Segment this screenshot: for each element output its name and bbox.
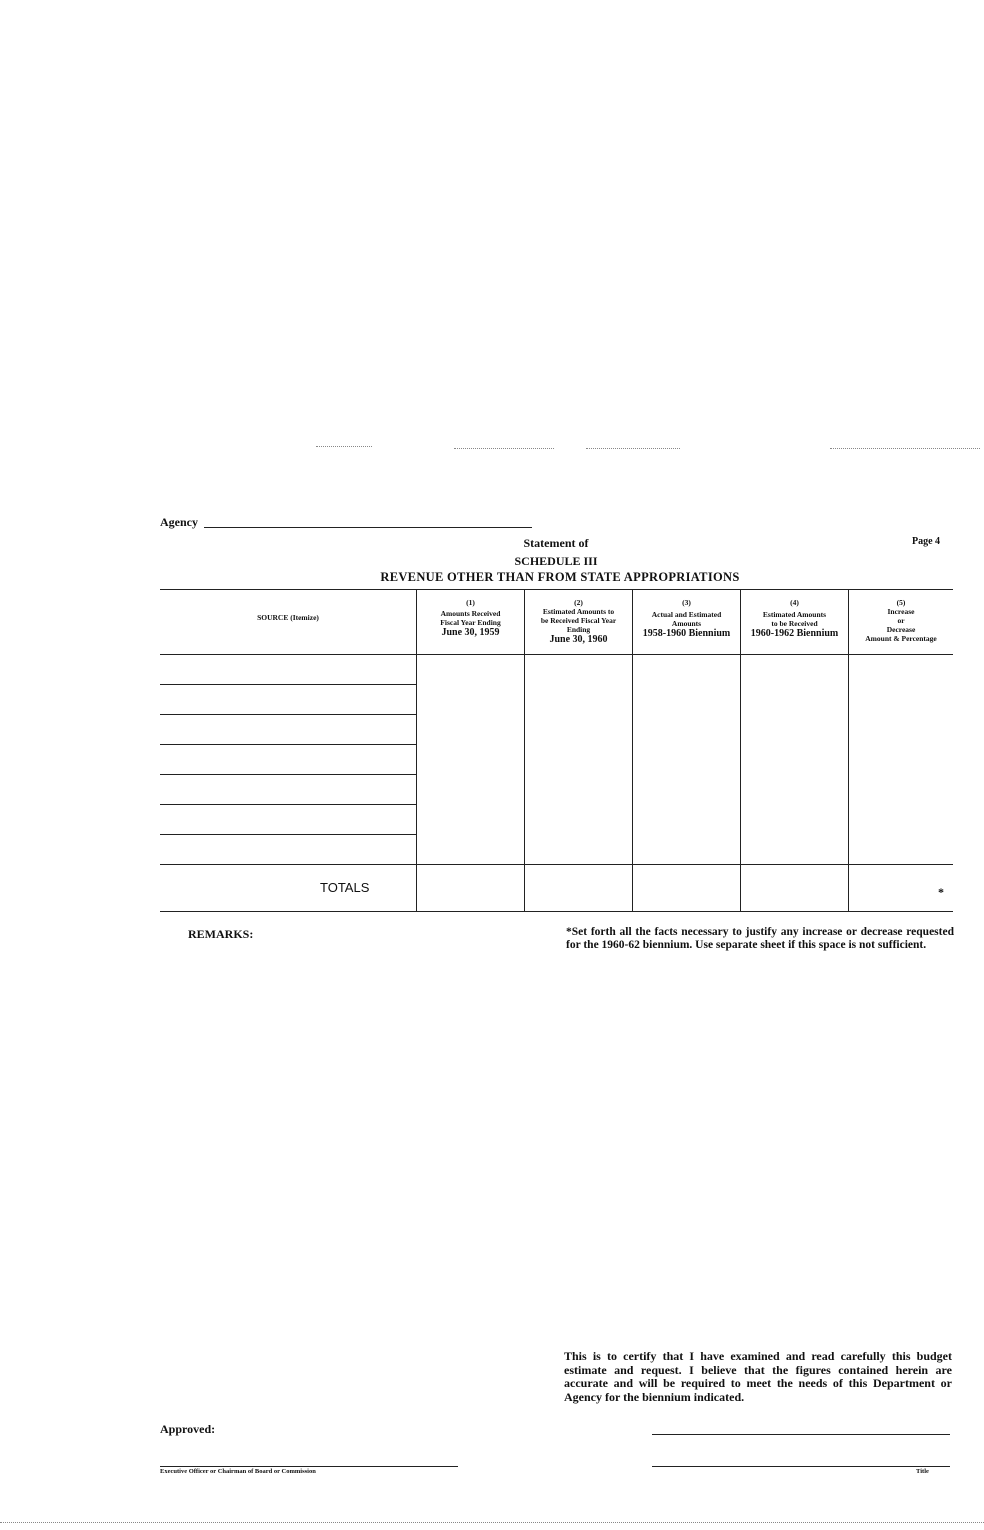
column-header-line: or xyxy=(897,616,905,625)
column-header-line: Increase xyxy=(887,607,915,616)
certification-text: This is to certify that I have examined and read carefully this budget estimate and request. I believe that the figures contained herein are accurate and will be required to meet the needs of this Department or Agency for the biennium indicated. xyxy=(564,1349,952,1404)
source-row-line xyxy=(160,714,416,715)
source-row-line xyxy=(160,684,416,685)
source-row-line xyxy=(160,804,416,805)
table-header-rule xyxy=(160,654,953,655)
source-row-line xyxy=(160,834,416,835)
column-number: (5) xyxy=(896,598,906,607)
statement-of: Statement of xyxy=(523,536,589,550)
agency-label: Agency xyxy=(160,515,198,529)
column-header-line: Fiscal Year Ending xyxy=(440,618,501,627)
column-header-line: to be Received xyxy=(771,619,818,628)
column-header-date: 1960-1962 Biennium xyxy=(750,628,839,639)
column-header-line: Amounts xyxy=(671,619,702,628)
totals-label: TOTALS xyxy=(320,880,370,895)
scan-mark xyxy=(830,448,980,449)
table-totals-rule xyxy=(160,864,953,865)
title-line xyxy=(652,1466,950,1467)
source-row-line xyxy=(160,774,416,775)
page-title: REVENUE OTHER THAN FROM STATE APPROPRIATIONS xyxy=(380,570,740,584)
column-number: (3) xyxy=(682,598,691,607)
column-header-line: Estimated Amounts xyxy=(762,610,827,619)
column-header-line: be Received Fiscal Year xyxy=(540,616,617,625)
title-label: Title xyxy=(916,1468,929,1475)
table-top-rule xyxy=(160,589,953,590)
schedule-title: SCHEDULE III xyxy=(514,554,598,568)
column-header-line: Estimated Amounts to xyxy=(542,607,615,616)
page-number: Page 4 xyxy=(912,536,941,547)
column-header-line: Actual and Estimated xyxy=(651,610,722,619)
column-header-date: June 30, 1959 xyxy=(441,627,500,638)
column-header-date: 1958-1960 Biennium xyxy=(642,628,731,639)
column-header-3 xyxy=(633,598,740,639)
scan-mark xyxy=(586,448,680,449)
totals-asterisk: * xyxy=(938,885,944,899)
column-number: (4) xyxy=(790,598,799,607)
column-header-date: June 30, 1960 xyxy=(549,634,608,645)
source-row-line xyxy=(160,744,416,745)
agency-line xyxy=(204,527,532,528)
scan-bottom-edge xyxy=(0,1522,984,1523)
column-header-4 xyxy=(741,598,848,639)
executive-label: Executive Officer or Chairman of Board or Commission xyxy=(160,1468,316,1475)
column-header-5 xyxy=(849,598,953,643)
remarks-label: REMARKS: xyxy=(188,927,254,941)
approved-signature-line xyxy=(160,1466,458,1467)
source-header: SOURCE (Itemize) xyxy=(257,613,319,622)
column-number: (1) xyxy=(466,598,475,607)
column-header-line: Amount & Percentage xyxy=(865,634,937,643)
column-header-line: Amounts Received xyxy=(440,609,501,618)
column-header-line: Decrease xyxy=(886,625,916,634)
column-header-line: Ending xyxy=(566,625,591,634)
table-bottom-rule xyxy=(160,911,953,912)
column-header-2 xyxy=(525,598,632,645)
scan-mark xyxy=(316,446,372,447)
column-header-1 xyxy=(417,598,524,638)
certify-signature-line xyxy=(652,1434,950,1435)
approved-label: Approved: xyxy=(160,1422,216,1436)
scan-mark xyxy=(454,448,554,449)
column-number: (2) xyxy=(574,598,583,607)
remarks-footnote: *Set forth all the facts necessary to justify any increase or decrease requested for the 1960-62 biennium. Use separate sheet if this space is not sufficient. xyxy=(566,926,954,951)
